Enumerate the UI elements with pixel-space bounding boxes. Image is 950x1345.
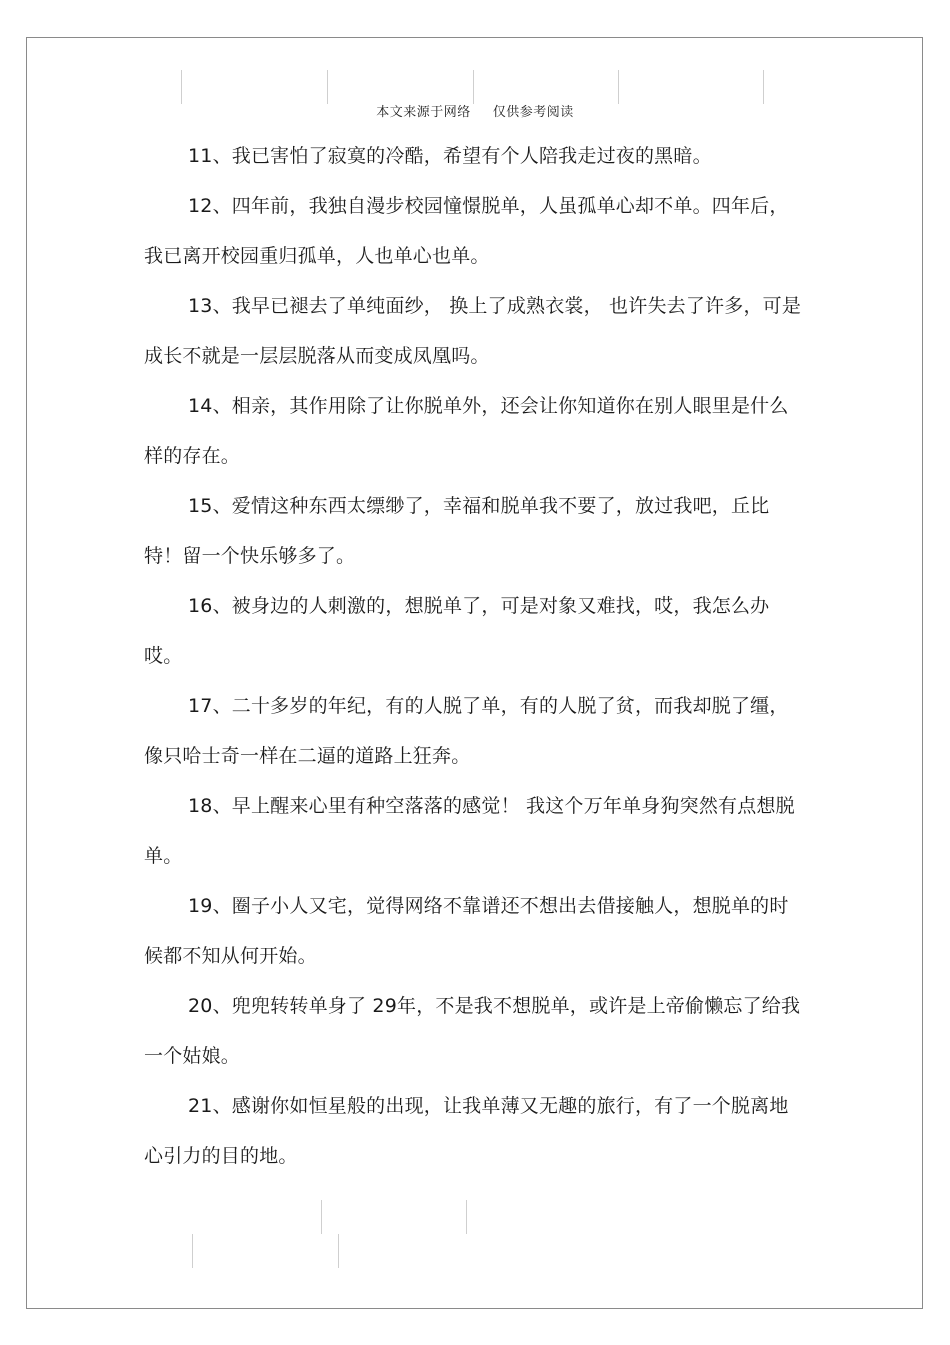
document-body	[144, 131, 804, 1181]
paragraph-18: 18、早上醒来心里有种空落落的感觉！ 我这个万年单身狗突然有点想脱单。	[144, 795, 795, 867]
paragraph-11: 11、我已害怕了寂寞的冷酷，希望有个人陪我走过夜的黑暗。	[188, 145, 712, 167]
paragraph-19: 19、圈子小人又宅，觉得网络不靠谱还不想出去借接触人，想脱单的时候都不知从何开始。	[144, 895, 789, 967]
bottom-divider-line	[192, 1234, 193, 1268]
paragraph-14: 14、相亲，其作用除了让你脱单外，还会让你知道你在别人眼里是什么样的存在。	[144, 395, 789, 467]
header-reading-text: 仅供参考阅读	[492, 105, 574, 120]
paragraph-15: 15、爱情这种东西太缥缈了，幸福和脱单我不要了，放过我吧，丘比特！留一个快乐够多了。	[144, 495, 770, 567]
header-source-text: 本文来源于网络	[376, 105, 471, 120]
paragraph-13: 13、我早已褪去了单纯面纱， 换上了成熟衣裳， 也许失去了许多，可是成长不就是一层层脱落从而变成凤凰吗。	[144, 295, 802, 367]
bottom-divider-line	[466, 1200, 467, 1234]
top-divider-line	[327, 70, 328, 104]
top-divider-line	[473, 70, 474, 104]
top-divider-line	[763, 70, 764, 104]
page-header	[0, 104, 950, 122]
bottom-divider-line	[321, 1200, 322, 1234]
paragraph-21: 21、感谢你如恒星般的出现，让我单薄又无趣的旅行，有了一个脱离地心引力的目的地。	[144, 1095, 789, 1167]
top-divider-line	[618, 70, 619, 104]
paragraph-20: 20、兜兜转转单身了 29年，不是我不想脱单，或许是上帝偷懒忘了给我一个姑娘。	[144, 995, 801, 1067]
paragraph-12: 12、四年前，我独自漫步校园憧憬脱单，人虽孤单心却不单。四年后，我已离开校园重归孤单，人也单心也单。	[144, 195, 789, 267]
top-divider-line	[181, 70, 182, 104]
bottom-divider-line	[338, 1234, 339, 1268]
paragraph-16: 16、被身边的人刺激的，想脱单了，可是对象又难找，哎，我怎么办哎。	[144, 595, 770, 667]
paragraph-17: 17、二十多岁的年纪，有的人脱了单，有的人脱了贫，而我却脱了缰，像只哈士奇一样在二逼的道路上狂奔。	[144, 695, 789, 767]
